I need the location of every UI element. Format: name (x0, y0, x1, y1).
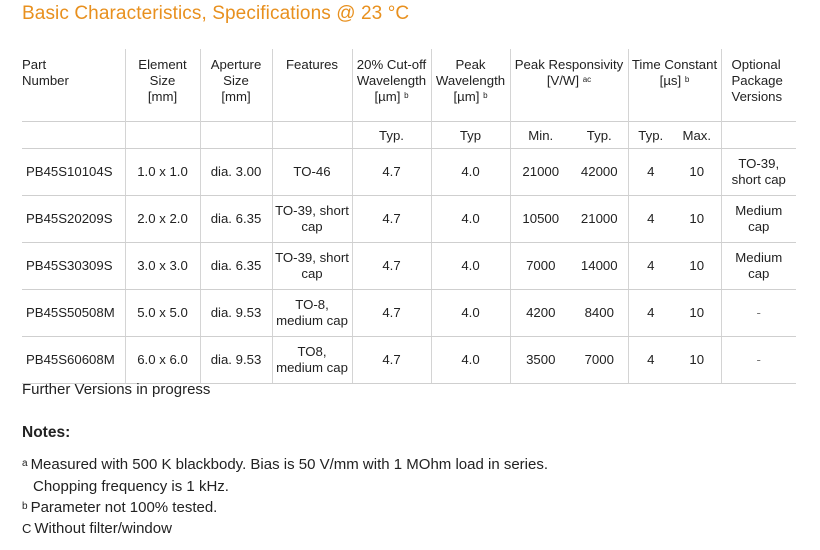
cell-part-number: PB45S30309S (22, 243, 125, 290)
cell-peak-wavelength: 4.0 (431, 290, 510, 337)
table-row (22, 337, 796, 384)
cell-time-constant-typ: 4 (628, 243, 673, 290)
subheader-resp-min: Min. (510, 122, 571, 149)
cell-peak-wavelength: 4.0 (431, 149, 510, 196)
footnote-b-mark: b (404, 91, 409, 100)
note-b (22, 498, 217, 518)
cell-aperture-size: dia. 6.35 (200, 196, 272, 243)
cell-element-size: 2.0 x 2.0 (125, 196, 200, 243)
cell-features: TO-39, short cap (272, 243, 352, 290)
header-package-versions: Optional Package Versions (721, 49, 796, 122)
subheader-cutoff-typ: Typ. (352, 122, 431, 149)
cell-part-number: PB45S10104S (22, 149, 125, 196)
cell-responsivity-typ: 7000 (571, 337, 628, 384)
notes-heading: Notes: (22, 424, 71, 441)
cell-responsivity-typ: 21000 (571, 196, 628, 243)
table-header-row (22, 49, 796, 122)
note-a-line2: Chopping frequency is 1 kHz. (33, 478, 229, 495)
cell-aperture-size: dia. 9.53 (200, 337, 272, 384)
header-features: Features (272, 49, 352, 122)
cell-element-size: 3.0 x 3.0 (125, 243, 200, 290)
cell-cutoff-wavelength: 4.7 (352, 149, 431, 196)
table-row (22, 290, 796, 337)
cell-element-size: 1.0 x 1.0 (125, 149, 200, 196)
note-a (22, 455, 548, 475)
cell-part-number: PB45S60608M (22, 337, 125, 384)
header-peak-responsivity: Peak Responsivity [V/W] $^{ac}$ (510, 49, 628, 122)
cell-aperture-size: dia. 6.35 (200, 243, 272, 290)
subheader-tc-max: Max. (673, 122, 721, 149)
header-aperture-size: Aperture Size [mm] (200, 49, 272, 122)
table-row (22, 149, 796, 196)
note-c-text: Without filter/window (34, 520, 172, 537)
cell-features: TO-8, medium cap (272, 290, 352, 337)
note-b-mark: b (22, 501, 28, 512)
footnote-b-mark: b (483, 91, 488, 100)
header-cutoff-wavelength: 20% Cut-off Wavelength [µm] $^b$ (352, 49, 431, 122)
cell-responsivity-typ: 8400 (571, 290, 628, 337)
cell-responsivity-typ: 42000 (571, 149, 628, 196)
cell-time-constant-max: 10 (673, 290, 721, 337)
note-a-line1: Measured with 500 K blackbody. Bias is 50 V/mm with 1 MOhm load in series. (30, 456, 549, 473)
cell-package-versions: TO-39, short cap (721, 149, 796, 196)
cell-element-size: 5.0 x 5.0 (125, 290, 200, 337)
cell-part-number: PB45S50508M (22, 290, 125, 337)
note-a-mark: a (22, 458, 28, 469)
cell-responsivity-min: 7000 (510, 243, 571, 290)
table-row (22, 243, 796, 290)
note-c (22, 519, 172, 539)
cell-time-constant-max: 10 (673, 337, 721, 384)
cell-cutoff-wavelength: 4.7 (352, 337, 431, 384)
subheader-peak-typ: Typ (431, 122, 510, 149)
further-versions-note: Further Versions in progress (22, 381, 211, 398)
cell-peak-wavelength: 4.0 (431, 196, 510, 243)
cell-responsivity-min: 10500 (510, 196, 571, 243)
cell-time-constant-typ: 4 (628, 196, 673, 243)
cell-aperture-size: dia. 3.00 (200, 149, 272, 196)
cell-features: TO-46 (272, 149, 352, 196)
cell-package-versions: - (721, 290, 796, 337)
footnote-b-mark: b (684, 75, 690, 84)
note-c-mark: C (22, 521, 32, 536)
cell-package-versions: Medium cap (721, 196, 796, 243)
cell-time-constant-max: 10 (673, 196, 721, 243)
cell-peak-wavelength: 4.0 (431, 337, 510, 384)
footnote-ac-mark: ac (582, 75, 592, 84)
header-part-number: Part Number (22, 57, 69, 88)
cell-package-versions: Medium cap (721, 243, 796, 290)
cell-time-constant-max: 10 (673, 243, 721, 290)
cell-package-versions: - (721, 337, 796, 384)
table-subheader-row (22, 122, 796, 149)
table-row (22, 196, 796, 243)
subheader-tc-typ: Typ. (628, 122, 673, 149)
cell-time-constant-typ: 4 (628, 149, 673, 196)
cell-cutoff-wavelength: 4.7 (352, 196, 431, 243)
cell-element-size: 6.0 x 6.0 (125, 337, 200, 384)
cell-part-number: PB45S20209S (22, 196, 125, 243)
note-b-text: Parameter not 100% tested. (30, 499, 218, 516)
cell-peak-wavelength: 4.0 (431, 243, 510, 290)
cell-features: TO-39, short cap (272, 196, 352, 243)
specifications-table (22, 49, 796, 384)
cell-responsivity-typ: 14000 (571, 243, 628, 290)
cell-responsivity-min: 3500 (510, 337, 571, 384)
cell-responsivity-min: 21000 (510, 149, 571, 196)
page-title: Basic Characteristics, Specifications @ 23 °C (22, 3, 410, 24)
cell-features: TO8, medium cap (272, 337, 352, 384)
cell-time-constant-max: 10 (673, 149, 721, 196)
cell-aperture-size: dia. 9.53 (200, 290, 272, 337)
cell-time-constant-typ: 4 (628, 337, 673, 384)
subheader-resp-typ: Typ. (571, 122, 628, 149)
cell-cutoff-wavelength: 4.7 (352, 243, 431, 290)
header-time-constant: Time Constant [µs] $^b$ (628, 49, 721, 122)
cell-time-constant-typ: 4 (628, 290, 673, 337)
header-peak-wavelength: Peak Wavelength [µm] $^b$ (431, 49, 510, 122)
cell-cutoff-wavelength: 4.7 (352, 290, 431, 337)
cell-responsivity-min: 4200 (510, 290, 571, 337)
header-element-size: Element Size [mm] (125, 49, 200, 122)
